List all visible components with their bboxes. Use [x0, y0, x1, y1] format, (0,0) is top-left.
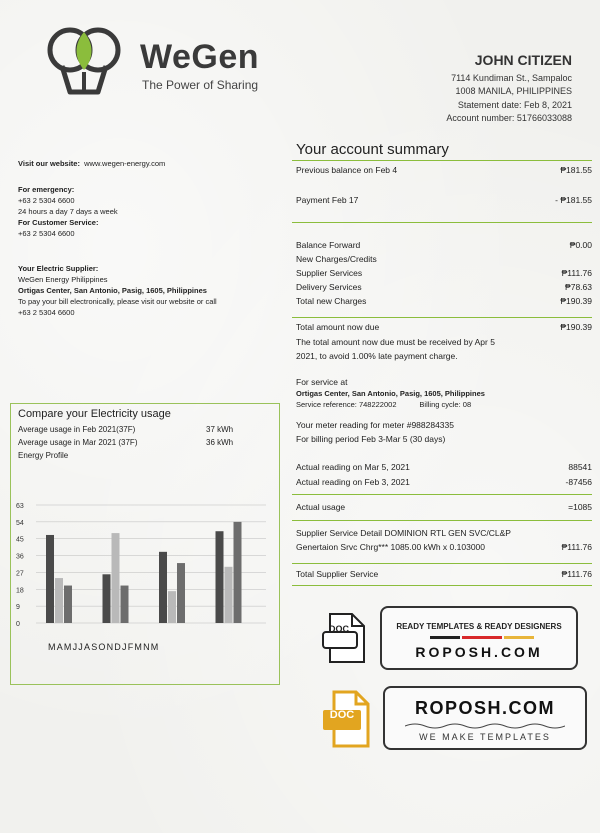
chart-bar	[112, 533, 120, 623]
chart-bar	[168, 591, 176, 623]
chart-bar	[64, 586, 72, 623]
delivery-services-value: ₱78.63	[565, 282, 592, 292]
doc-file-icon	[322, 612, 368, 664]
divider	[292, 494, 592, 495]
chart-x-labels: MAMJJASONDJFMNM	[48, 642, 160, 652]
roposh-text-1: ROPOSH.COM	[415, 644, 543, 660]
avg-feb-row	[18, 425, 270, 434]
due-note	[296, 335, 586, 363]
ready-templates-stamp	[380, 606, 578, 670]
statement-date: Statement date: Feb 8, 2021	[457, 100, 572, 110]
chart-bar	[225, 567, 233, 623]
avg-mar-label: Average usage in Mar 2021 (37F)	[18, 438, 138, 447]
compare-title: Compare your Electricity usage	[18, 408, 171, 420]
actual-feb-label: Actual reading on Feb 3, 2021	[296, 477, 410, 487]
new-charges-row	[296, 254, 592, 264]
delivery-services-label: Delivery Services	[296, 282, 362, 292]
total-due-value: ₱190.39	[560, 322, 592, 332]
chart-bar	[159, 552, 167, 623]
divider	[292, 585, 592, 586]
supplier-services-value: ₱111.76	[561, 268, 592, 278]
divider	[292, 563, 592, 564]
emergency-block	[18, 184, 118, 239]
total-new-charges-value: ₱190.39	[560, 296, 592, 306]
y-tick-label: 54	[16, 519, 24, 527]
supplier-detail-1: Supplier Service Detail DOMINION RTL GEN SVC/CL&P	[296, 528, 511, 538]
balance-forward-value: ₱0.00	[569, 240, 592, 250]
supplier-detail-2: Genertaion Srvc Chrg*** 1085.00 kWh x 0.103000	[296, 542, 486, 552]
new-charges-label: New Charges/Credits	[296, 254, 377, 264]
supplier-services-label: Supplier Services	[296, 268, 363, 278]
supplier-note-2: +63 2 5304 6600	[18, 308, 75, 317]
service-address: Ortigas Center, San Antonio, Pasig, 1605, Philippines	[296, 389, 485, 398]
supplier-block	[18, 263, 217, 318]
doc-label: DOC	[329, 624, 349, 634]
y-tick-label: 18	[16, 587, 24, 595]
divider	[292, 317, 592, 318]
y-tick-label: 45	[16, 536, 24, 544]
energy-profile-chart	[14, 495, 274, 635]
due-note-2: 2021, to avoid 1.00% late payment charge.	[296, 351, 458, 361]
actual-mar-value: 88541	[568, 462, 592, 472]
payment-row	[296, 195, 592, 205]
ready-templates-text: READY TEMPLATES & READY DESIGNERS	[396, 622, 562, 631]
balance-forward-label: Balance Forward	[296, 240, 361, 250]
summary-title: Your account summary	[296, 141, 449, 158]
divider	[292, 520, 592, 521]
actual-mar-label: Actual reading on Mar 5, 2021	[296, 462, 410, 472]
chart-bar	[234, 522, 242, 623]
energy-profile-row	[18, 451, 270, 460]
emergency-phone: +63 2 5304 6600	[18, 196, 75, 205]
previous-balance-row	[296, 165, 592, 175]
flag-stripe-black	[430, 636, 460, 639]
wave-divider	[405, 722, 565, 730]
total-due-label: Total amount now due	[296, 322, 380, 332]
actual-usage-label: Actual usage	[296, 502, 346, 512]
meter-block	[296, 418, 586, 446]
chart-bar	[46, 535, 54, 623]
total-supplier-value: ₱111.76	[561, 569, 592, 579]
emergency-label: For emergency:	[18, 185, 75, 194]
website-line	[18, 158, 165, 169]
due-note-1: The total amount now due must be received by Apr 5	[296, 337, 495, 347]
balance-forward-row	[296, 240, 592, 250]
brand-tagline: The Power of Sharing	[142, 78, 259, 92]
actual-usage-value: =1085	[568, 502, 592, 512]
supplier-detail-row	[296, 542, 592, 552]
meter-reading: Your meter reading for meter #988284335	[296, 420, 454, 430]
previous-balance-value: ₱181.55	[560, 165, 592, 175]
customer-address-2: 1008 MANILA, PHILIPPINES	[455, 86, 572, 96]
bulb-leaf-logo-icon	[38, 24, 134, 98]
y-tick-label: 9	[16, 604, 20, 612]
billing-cycle: Billing cycle: 08	[419, 400, 472, 409]
total-supplier-label: Total Supplier Service	[296, 569, 379, 579]
avg-mar-row	[18, 438, 270, 447]
service-block	[296, 377, 586, 410]
chart-bar	[121, 586, 129, 623]
avg-feb-value: 37 kWh	[206, 425, 234, 434]
chart-bar	[55, 578, 63, 623]
total-new-charges-label: Total new Charges	[296, 296, 367, 306]
actual-feb-row	[296, 477, 592, 487]
emergency-hours: 24 hours a day 7 days a week	[18, 207, 118, 216]
payment-value: - ₱181.55	[555, 195, 592, 205]
supplier-note-1: To pay your bill electronically, please visit our website or call	[18, 297, 217, 306]
energy-profile-label: Energy Profile	[18, 451, 69, 460]
supplier-label: Your Electric Supplier:	[18, 264, 99, 273]
flag-stripe-red	[462, 636, 502, 639]
chart-bar	[103, 574, 111, 623]
chart-bar	[216, 531, 224, 623]
customer-address-1: 7114 Kundiman St., Sampaloc	[451, 73, 572, 83]
avg-mar-value: 36 kWh	[206, 438, 234, 447]
total-supplier-row	[296, 569, 592, 579]
total-new-charges-row	[296, 296, 592, 306]
roposh-stamp	[383, 686, 587, 750]
divider	[292, 222, 592, 223]
website-label: Visit our website:	[18, 159, 80, 168]
y-tick-label: 0	[16, 621, 20, 628]
supplier-name: WeGen Energy Philippines	[18, 275, 108, 284]
service-phone: +63 2 5304 6600	[18, 229, 75, 238]
delivery-services-row	[296, 282, 592, 292]
service-label: For Customer Service:	[18, 218, 99, 227]
y-tick-label: 36	[16, 553, 24, 561]
flag-stripe-gold	[504, 636, 534, 639]
account-number: Account number: 51766033088	[446, 113, 572, 123]
customer-name: JOHN CITIZEN	[474, 52, 572, 68]
service-reference: Service reference: 748222002	[296, 400, 397, 409]
roposh-text-2: ROPOSH.COM	[414, 698, 555, 718]
supplier-address: Ortigas Center, San Antonio, Pasig, 1605, Philippines	[18, 286, 207, 295]
doc-gold-label: DOC	[329, 709, 355, 721]
y-tick-label: 27	[16, 570, 24, 578]
supplier-services-row	[296, 268, 592, 278]
service-at-label: For service at	[296, 377, 348, 387]
chart-bar	[177, 563, 185, 623]
payment-label: Payment Feb 17	[296, 195, 359, 205]
website-link[interactable]: www.wegen-energy.com	[84, 159, 166, 168]
we-make-templates-text: WE MAKE TEMPLATES	[419, 732, 551, 742]
brand-name: WeGen	[140, 38, 260, 76]
avg-feb-label: Average usage in Feb 2021(37F)	[18, 425, 136, 434]
previous-balance-label: Previous balance on Feb 4	[296, 165, 398, 175]
billing-period: For billing period Feb 3-Mar 5 (30 days)	[296, 434, 446, 444]
actual-mar-row	[296, 462, 592, 472]
supplier-detail-value: ₱111.76	[561, 542, 592, 552]
actual-usage-row	[296, 502, 592, 512]
total-due-row	[296, 322, 592, 332]
y-tick-label: 63	[16, 503, 24, 510]
divider	[292, 160, 592, 161]
actual-feb-value: -87456	[565, 477, 592, 487]
